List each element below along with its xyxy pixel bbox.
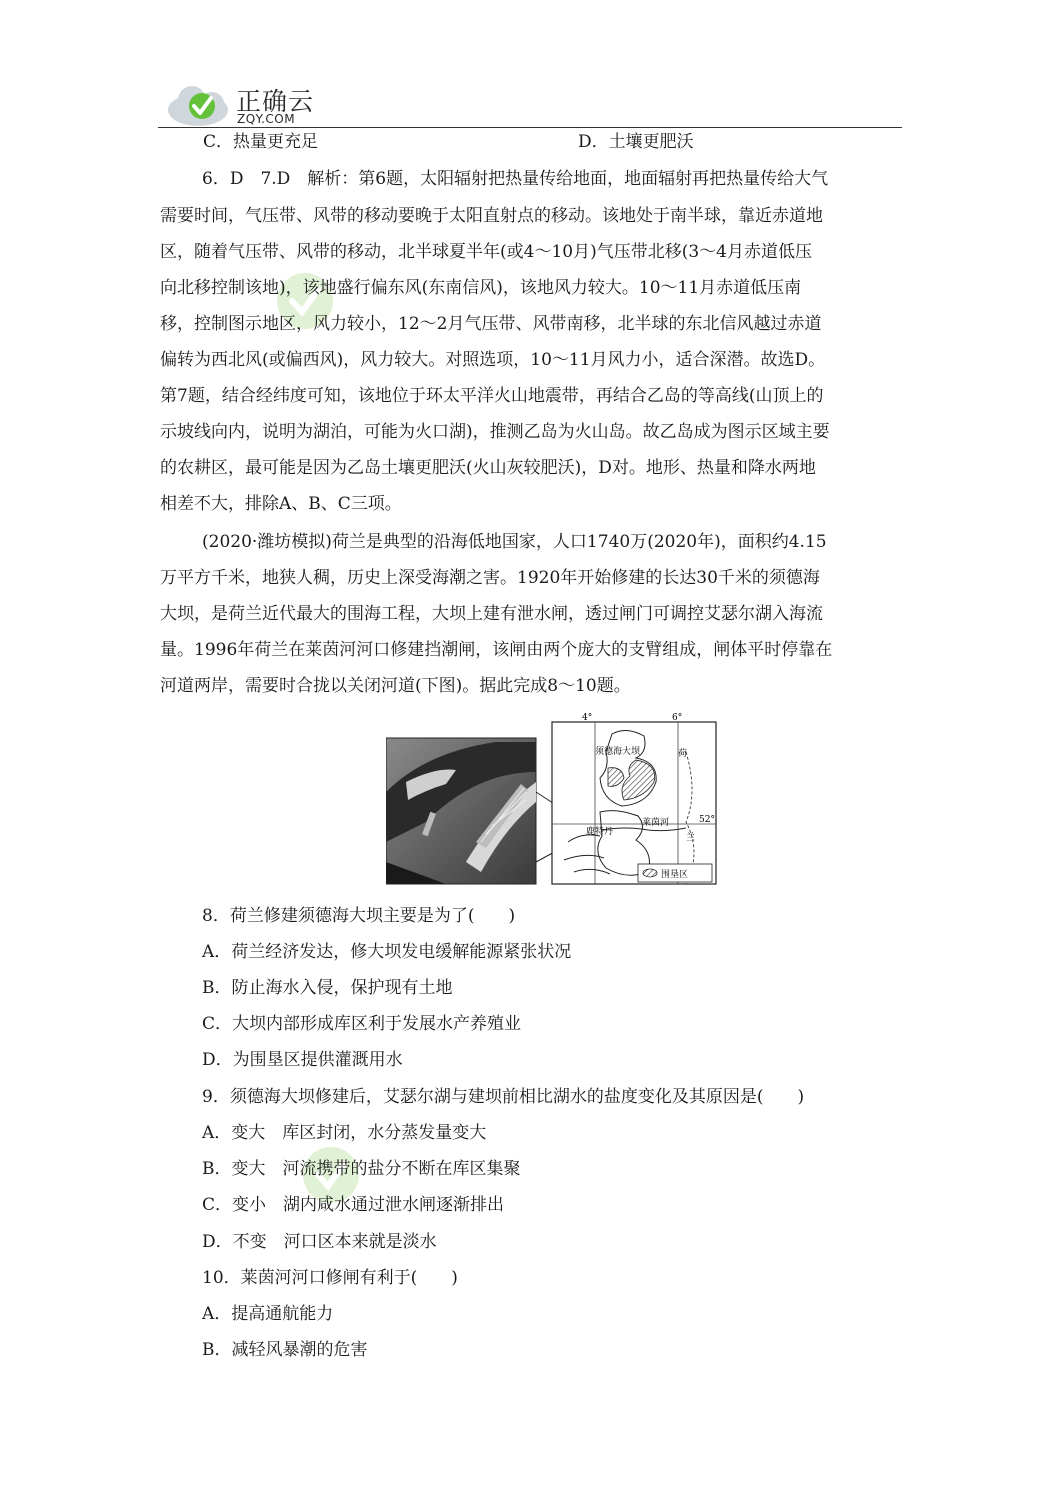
answer-line: 6．D 7.D 解析：第6题，太阳辐射把热量传给地面，地面辐射再把热量传给大气 [202,169,829,189]
answer-line: 向北移控制该地)，该地盛行偏东风(东南信风)，该地风力较大。10～11月赤道低压南 [160,278,802,298]
question-8-option-d: D．为围垦区提供灌溉用水 [202,1050,403,1070]
question-10-stem: 10．莱茵河河口修闸有利于( ) [202,1268,458,1288]
storm-barrier-photo [386,738,536,884]
map-country-label: 荷 [678,749,688,759]
map-country-label: 兰 [686,833,696,843]
map-lon-label: 6° [672,713,683,723]
question-8-stem: 8．荷兰修建须德海大坝主要是为了( ) [202,906,516,926]
map-lat-label: 52° [699,815,715,825]
map-lon-label: 4° [582,713,593,723]
answer-line: 相差不大，排除A、B、C三项。 [160,494,402,514]
figure-photo-and-map [386,712,722,888]
question-9-option-b: B．变大 河流携带的盐分不断在库区集聚 [202,1159,521,1179]
answer-line: 示坡线向内，说明为湖泊，可能为火口湖)，推测乙岛为火山岛。故乙岛成为图示区域主要 [160,422,830,442]
question-8-option-c: C．大坝内部形成库区利于发展水产养殖业 [202,1014,522,1034]
question-9-option-c: C．变小 湖内咸水通过泄水闸逐渐排出 [202,1195,505,1215]
option-c: C．热量更充足 [203,132,319,152]
passage-line: 大坝，是荷兰近代最大的围海工程，大坝上建有泄水闸，透过闸门可调控艾瑟尔湖入海流 [160,604,823,624]
map-dam-label: 须德海大坝 [595,747,641,757]
answer-line: 区，随着气压带、风带的移动，北半球夏半年(或4～10月)气压带北移(3～4月赤道低压 [160,242,812,262]
logo-text: 正确云 [236,87,315,116]
map-river-label: 莱茵河 [642,818,670,828]
answer-line: 需要时间，气压带、风带的移动要晚于太阳直射点的移动。该地处于南半球，靠近赤道地 [160,206,823,226]
option-d: D．土壤更肥沃 [578,132,694,152]
question-9-option-d: D．不变 河口区本来就是淡水 [202,1232,437,1252]
question-8-option-a: A．荷兰经济发达，修大坝发电缓解能源紧张状况 [202,942,572,962]
question-9-option-a: A．变大 库区封闭，水分蒸发量变大 [202,1123,487,1143]
map-city-label: 鹿特丹 [586,827,614,837]
passage-line: 量。1996年荷兰在莱茵河河口修建挡潮闸，该闸由两个庞大的支臂组成，闸体平时停靠在 [160,640,833,660]
question-10-option-a: A．提高通航能力 [202,1304,334,1324]
answer-line: 的农耕区，最可能是因为乙岛土壤更肥沃(火山灰较肥沃)，D对。地形、热量和降水两地 [160,458,816,478]
passage-line: (2020·潍坊模拟)荷兰是典型的沿海低地国家，人口1740万(2020年)，面积约4.15 [202,532,827,552]
answer-line: 移，控制图示地区，风力较小，12～2月气压带、风带南移，北半球的东北信风越过赤道 [160,314,822,334]
passage-line: 河道两岸，需要时合拢以关闭河道(下图)。据此完成8～10题。 [160,676,631,696]
question-10-option-b: B．减轻风暴潮的危害 [202,1340,368,1360]
logo-subtext: ZQY.COM [237,112,296,126]
question-9-stem: 9．须德海大坝修建后，艾瑟尔湖与建坝前相比湖水的盐度变化及其原因是( ) [202,1087,805,1107]
answer-line: 第7题，结合经纬度可知，该地位于环太平洋火山地震带，再结合乙岛的等高线(山顶上的 [160,386,824,406]
header-divider [158,127,902,128]
answer-line: 偏转为西北风(或偏西风)，风力较大。对照选项，10～11月风力小，适合深潜。故选D。 [160,350,826,370]
map-legend-label: 围垦区 [661,870,689,880]
passage-line: 万平方千米，地狭人稠，历史上深受海潮之害。1920年开始修建的长达30千米的须德海 [160,568,820,588]
question-8-option-b: B．防止海水入侵，保护现有土地 [202,978,453,998]
